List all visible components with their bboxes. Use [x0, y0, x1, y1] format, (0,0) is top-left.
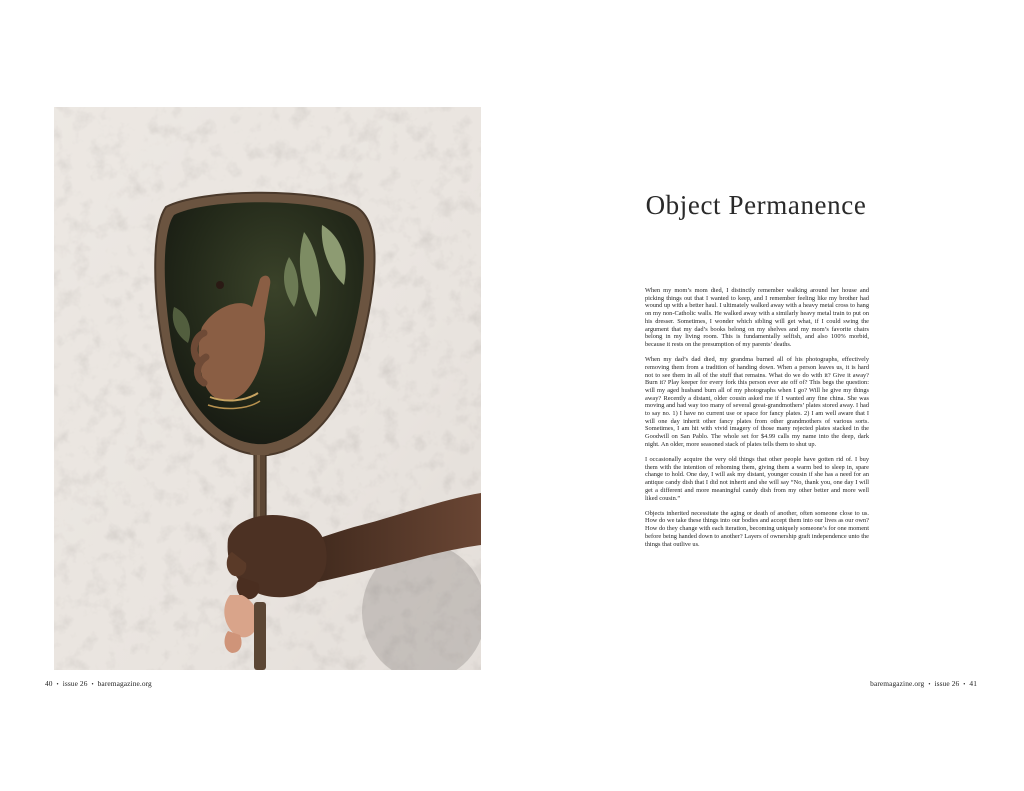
article-body [645, 287, 869, 556]
site-link[interactable]: baremagazine.org [870, 679, 925, 688]
site-link[interactable]: baremagazine.org [97, 679, 152, 688]
separator: • [928, 682, 931, 688]
separator: • [963, 682, 966, 688]
issue-label: issue 26 [934, 679, 960, 688]
article-paragraph: I occasionally acquire the very old things that other people have gotten rid of. I buy them with the intention of rehoming them, giving them a warm bed to sleep in, spare change to hold. One day, I will ask my distant, younger cousin if she has a need for an antique candy dish that I did not inherit and she will say “No, thank you, one day I will get a different and more meaningful candy dish from my other better and more well liked cousin.” [645, 456, 869, 502]
article-paragraph: When my dad’s dad died, my grandma burned all of his photographs, effectively removing them from a tradition of handing down. When a person leaves us, it is hard not to see them in all of the stuff that remains. What do we do with it? Give it away? Burn it? Play keeper for every fork this person ever ate off of? This begs the question: will my aged husband burn all of my photographs when I go? Will he give my things away? Recently a distant, older cousin asked me if I wanted any fine china. She was moving and had way too many of several great-grandmothers’ plates stored away. I had to say no. 1) I have no current use or space for fancy plates. 2) I am well aware that I will one day inherit other fancy plates from other grandmothers of various sorts. Sometimes, I am hit with vivid imagery of those many rejected plates stacked in the Goodwill on San Pablo. The whole set for $4.99 calls my name into the deep, dark night. An older, more seasoned stack of plates tells them to shut up. [645, 356, 869, 448]
folio-right [870, 679, 977, 688]
article-paragraph: Objects inherited necessitate the aging or death of another, often someone close to us. How do we take these things into our bodies and accept them into our lives as our own? How do they change with each iteration, becoming uniquely someone’s for one moment before being handed down to another? Layers of ownership graft independence unto the things that outlive us. [645, 509, 869, 548]
separator: • [56, 682, 59, 688]
issue-label: issue 26 [62, 679, 88, 688]
hand-mirror-photo [54, 107, 481, 670]
article-title: Object Permanence [645, 190, 867, 220]
folio-left [45, 679, 152, 688]
page-number: 40 [45, 679, 53, 688]
page-number: 41 [969, 679, 977, 688]
article-paragraph: When my mom’s mom died, I distinctly remember walking around her house and picking things out that I wanted to keep, and I remember feeling like my brother had wound up with a better haul. I ultimately walked away with a heavy metal cross to hang on my non-Catholic walls. He walked away with a similarly heavy metal train to put on his dresser. Sometimes, I wonder which sibling will get what, if I could swing the argument that my dad’s books belong on my shelves and my mom’s favorite chairs belong in my living room. This is fundamentally selfish, and also 100% morbid, because it rests on the presumption of my parents’ deaths. [645, 287, 869, 348]
separator: • [91, 682, 94, 688]
